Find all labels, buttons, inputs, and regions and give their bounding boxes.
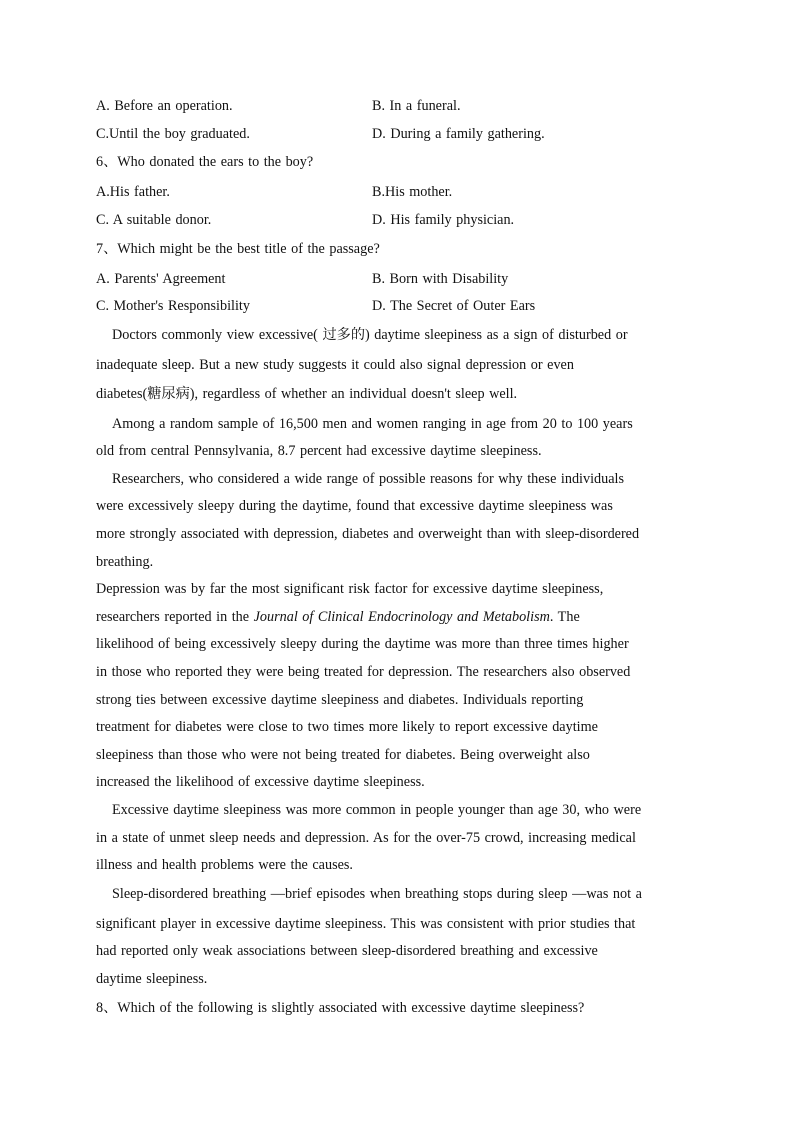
q7-option-d: D. The Secret of Outer Ears [372,298,536,314]
passage-line: Depression was by far the most significant risk factor for excessive daytime sleepiness, [96,581,604,597]
passage-line: more strongly associated with depression, diabetes and overweight than with sleep-disordered [96,526,640,542]
passage-line: Researchers, who considered a wide range of possible reasons for why these individuals [112,471,624,487]
passage-line: Among a random sample of 16,500 men and women ranging in age from 20 to 100 years [112,416,633,432]
passage-line: Excessive daytime sleepiness was more common in people younger than age 30, who were [112,802,642,818]
passage-line: Doctors commonly view excessive( 过多的) daytime sleepiness as a sign of disturbed or [112,327,628,343]
q6-option-d: D. His family physician. [372,212,515,228]
passage-line: old from central Pennsylvania, 8.7 percent had excessive daytime sleepiness. [96,443,542,459]
passage-line: in a state of unmet sleep needs and depression. As for the over-75 crowd, increasing medical [96,830,636,846]
passage-line: in those who reported they were being treated for depression. The researchers also observed [96,664,631,680]
q7-option-c: C. Mother's Responsibility [96,298,250,314]
passage-text: researchers reported in the [96,609,254,625]
passage-line: likelihood of being excessively sleepy during the daytime was more than three times higher [96,636,629,652]
q5-option-d: D. During a family gathering. [372,126,545,142]
passage-line: were excessively sleepy during the daytime, found that excessive daytime sleepiness was [96,498,613,514]
passage-line: illness and health problems were the causes. [96,857,353,873]
q5-option-a: A. Before an operation. [96,98,233,114]
passage-line: significant player in excessive daytime sleepiness. This was consistent with prior studies that [96,916,636,932]
passage-line: inadequate sleep. But a new study suggests it could also signal depression or even [96,357,574,373]
q7-option-a: A. Parents' Agreement [96,271,226,287]
q6-option-a: A.His father. [96,184,170,200]
passage-line: diabetes(糖尿病), regardless of whether an individual doesn't sleep well. [96,386,518,402]
q8-question: 8、Which of the following is slightly associated with excessive daytime sleepiness? [96,1000,585,1016]
passage-line: increased the likelihood of excessive daytime sleepiness. [96,774,425,790]
passage-line [96,608,580,626]
q6-option-b: B.His mother. [372,184,453,200]
q7-option-b: B. Born with Disability [372,271,509,287]
q5-option-b: B. In a funeral. [372,98,461,114]
passage-line: Sleep-disordered breathing —brief episodes when breathing stops during sleep —was not a [112,886,642,902]
journal-title: Journal of Clinical Endocrinology and Metabolism [253,609,550,625]
q5-option-c: C.Until the boy graduated. [96,126,250,142]
passage-text: . The [549,609,580,625]
q6-option-c: C. A suitable donor. [96,212,212,228]
passage-line: breathing. [96,554,154,570]
passage-line: treatment for diabetes were close to two times more likely to report excessive daytime [96,719,598,735]
q6-question: 6、Who donated the ears to the boy? [96,154,314,170]
passage-line: sleepiness than those who were not being treated for diabetes. Being overweight also [96,747,590,763]
passage-line: had reported only weak associations between sleep-disordered breathing and excessive [96,943,598,959]
q7-question: 7、Which might be the best title of the passage? [96,241,380,257]
passage-line: daytime sleepiness. [96,971,208,987]
passage-line: strong ties between excessive daytime sleepiness and diabetes. Individuals reporting [96,692,584,708]
